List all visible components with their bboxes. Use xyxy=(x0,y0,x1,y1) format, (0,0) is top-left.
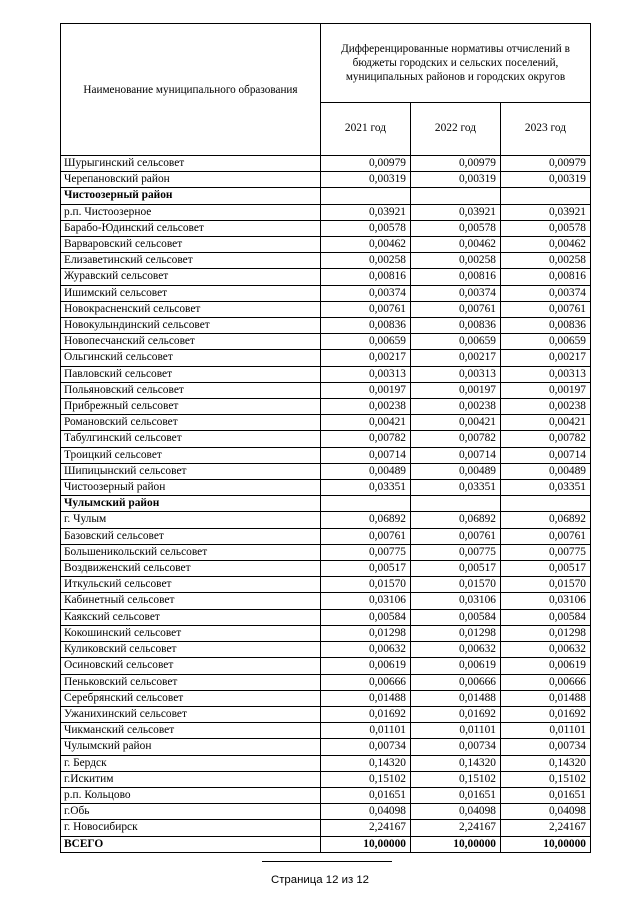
table-row xyxy=(61,480,591,496)
value-2021: 0,01570 xyxy=(321,577,411,593)
table-row xyxy=(61,561,591,577)
table-row xyxy=(61,577,591,593)
table-body xyxy=(61,156,591,853)
municipality-name: Прибрежный сельсовет xyxy=(61,399,321,415)
value-2023: 0,00258 xyxy=(501,253,591,269)
value-2021: 0,00319 xyxy=(321,172,411,188)
municipality-name: Шипицынский сельсовет xyxy=(61,463,321,479)
value-2021: 0,00816 xyxy=(321,269,411,285)
value-2022: 0,00197 xyxy=(411,382,501,398)
value-2022: 0,01692 xyxy=(411,706,501,722)
municipality-name: г. Чулым xyxy=(61,512,321,528)
value-2022: 0,14320 xyxy=(411,755,501,771)
value-2022: 10,00000 xyxy=(411,836,501,852)
section-row xyxy=(61,496,591,512)
value-2022: 0,00761 xyxy=(411,301,501,317)
value-2022: 0,00258 xyxy=(411,253,501,269)
value-2022: 0,00666 xyxy=(411,674,501,690)
table-row xyxy=(61,253,591,269)
value-2021: 0,00217 xyxy=(321,350,411,366)
value-2021 xyxy=(321,188,411,204)
municipality-name: Базовский сельсовет xyxy=(61,528,321,544)
value-2021: 0,00761 xyxy=(321,528,411,544)
value-2022: 0,06892 xyxy=(411,512,501,528)
value-2022: 0,00836 xyxy=(411,318,501,334)
municipality-name: Барабо-Юдинский сельсовет xyxy=(61,220,321,236)
value-2022: 0,00517 xyxy=(411,561,501,577)
municipality-name: Куликовский сельсовет xyxy=(61,642,321,658)
value-2021: 0,03921 xyxy=(321,204,411,220)
municipality-name: Иткульский сельсовет xyxy=(61,577,321,593)
municipality-name: Троицкий сельсовет xyxy=(61,447,321,463)
value-2023: 0,00782 xyxy=(501,431,591,447)
table-row xyxy=(61,366,591,382)
table-row xyxy=(61,787,591,803)
value-2022 xyxy=(411,496,501,512)
municipality-name: Новокулындинский сельсовет xyxy=(61,318,321,334)
municipality-name: Черепановский район xyxy=(61,172,321,188)
value-2023: 0,00816 xyxy=(501,269,591,285)
footer-divider xyxy=(262,861,392,862)
value-2023: 0,00217 xyxy=(501,350,591,366)
table-row xyxy=(61,431,591,447)
table-row xyxy=(61,285,591,301)
column-header-norms: Дифференцированные нормативы отчислений в бюджеты городских и сельских поселений, муниципальных районов и городских округов xyxy=(321,24,591,103)
column-header-year-2023: 2023 год xyxy=(501,103,591,156)
table-row xyxy=(61,172,591,188)
value-2023: 0,00714 xyxy=(501,447,591,463)
value-2023: 0,00489 xyxy=(501,463,591,479)
table-row xyxy=(61,463,591,479)
value-2021: 0,00619 xyxy=(321,658,411,674)
value-2021: 0,00197 xyxy=(321,382,411,398)
value-2021: 0,00666 xyxy=(321,674,411,690)
value-2022: 0,00714 xyxy=(411,447,501,463)
table-row xyxy=(61,447,591,463)
table-row xyxy=(61,528,591,544)
table-row xyxy=(61,382,591,398)
value-2023: 0,15102 xyxy=(501,771,591,787)
value-2023: 0,00761 xyxy=(501,528,591,544)
value-2023: 0,00584 xyxy=(501,609,591,625)
value-2022: 0,00619 xyxy=(411,658,501,674)
municipality-name: р.п. Чистоозерное xyxy=(61,204,321,220)
value-2021: 0,03351 xyxy=(321,480,411,496)
municipality-name: Большеникольский сельсовет xyxy=(61,544,321,560)
table-row xyxy=(61,512,591,528)
value-2021: 0,04098 xyxy=(321,804,411,820)
value-2023: 0,01298 xyxy=(501,625,591,641)
value-2023: 0,01651 xyxy=(501,787,591,803)
table-row xyxy=(61,399,591,415)
municipality-name: г. Новосибирск xyxy=(61,820,321,836)
table-header xyxy=(61,24,591,156)
norms-table xyxy=(60,23,591,853)
municipality-name: Ужанихинский сельсовет xyxy=(61,706,321,722)
value-2023: 0,00775 xyxy=(501,544,591,560)
municipality-name: Романовский сельсовет xyxy=(61,415,321,431)
value-2022: 0,00734 xyxy=(411,739,501,755)
value-2022: 0,00489 xyxy=(411,463,501,479)
municipality-name: Табулгинский сельсовет xyxy=(61,431,321,447)
municipality-name: Чистоозерный район xyxy=(61,480,321,496)
value-2023: 0,00659 xyxy=(501,334,591,350)
municipality-name: Каякский сельсовет xyxy=(61,609,321,625)
value-2021: 0,01298 xyxy=(321,625,411,641)
table-row xyxy=(61,642,591,658)
value-2023: 0,00421 xyxy=(501,415,591,431)
total-row xyxy=(61,836,591,852)
value-2021: 0,00421 xyxy=(321,415,411,431)
value-2022: 0,00421 xyxy=(411,415,501,431)
value-2021: 0,00714 xyxy=(321,447,411,463)
municipality-name: Варваровский сельсовет xyxy=(61,237,321,253)
value-2023: 0,00836 xyxy=(501,318,591,334)
section-row xyxy=(61,188,591,204)
table-row xyxy=(61,706,591,722)
value-2022: 0,00374 xyxy=(411,285,501,301)
value-2021: 0,06892 xyxy=(321,512,411,528)
value-2023: 0,00632 xyxy=(501,642,591,658)
value-2023: 0,00462 xyxy=(501,237,591,253)
value-2022: 0,03921 xyxy=(411,204,501,220)
value-2021 xyxy=(321,496,411,512)
value-2022: 0,04098 xyxy=(411,804,501,820)
column-header-year-2021: 2021 год xyxy=(321,103,411,156)
municipality-name: Серебрянский сельсовет xyxy=(61,690,321,706)
municipality-name: Чикманский сельсовет xyxy=(61,723,321,739)
value-2022: 0,00782 xyxy=(411,431,501,447)
value-2022: 0,15102 xyxy=(411,771,501,787)
value-2023: 0,01692 xyxy=(501,706,591,722)
municipality-name: Воздвиженский сельсовет xyxy=(61,561,321,577)
value-2023: 0,00517 xyxy=(501,561,591,577)
table-row xyxy=(61,156,591,172)
value-2022: 0,01298 xyxy=(411,625,501,641)
table-row xyxy=(61,820,591,836)
value-2023: 0,00979 xyxy=(501,156,591,172)
value-2021: 2,24167 xyxy=(321,820,411,836)
value-2023 xyxy=(501,188,591,204)
table-row xyxy=(61,771,591,787)
value-2022: 0,01651 xyxy=(411,787,501,803)
value-2022: 0,00659 xyxy=(411,334,501,350)
municipality-name: Кокошинский сельсовет xyxy=(61,625,321,641)
table-row xyxy=(61,220,591,236)
value-2023: 0,14320 xyxy=(501,755,591,771)
table-row xyxy=(61,415,591,431)
document-page xyxy=(60,23,590,853)
municipality-name: Кабинетный сельсовет xyxy=(61,593,321,609)
table-row xyxy=(61,237,591,253)
municipality-name: Елизаветинский сельсовет xyxy=(61,253,321,269)
value-2021: 0,03106 xyxy=(321,593,411,609)
value-2021: 0,14320 xyxy=(321,755,411,771)
value-2021: 0,00979 xyxy=(321,156,411,172)
municipality-name: ВСЕГО xyxy=(61,836,321,852)
municipality-name: р.п. Кольцово xyxy=(61,787,321,803)
municipality-name: Чулымский район xyxy=(61,739,321,755)
value-2023: 0,00374 xyxy=(501,285,591,301)
value-2023: 0,00197 xyxy=(501,382,591,398)
value-2021: 0,01101 xyxy=(321,723,411,739)
value-2023: 0,03921 xyxy=(501,204,591,220)
value-2021: 0,00584 xyxy=(321,609,411,625)
municipality-name: Чистоозерный район xyxy=(61,188,321,204)
value-2021: 0,00313 xyxy=(321,366,411,382)
table-row xyxy=(61,350,591,366)
value-2023: 2,24167 xyxy=(501,820,591,836)
value-2023: 0,03351 xyxy=(501,480,591,496)
value-2022: 0,00462 xyxy=(411,237,501,253)
value-2021: 0,00734 xyxy=(321,739,411,755)
value-2023: 0,03106 xyxy=(501,593,591,609)
value-2023: 0,00578 xyxy=(501,220,591,236)
municipality-name: г.Искитим xyxy=(61,771,321,787)
value-2023: 0,01570 xyxy=(501,577,591,593)
page-number: Страница 12 из 12 xyxy=(270,874,370,886)
value-2022: 0,00238 xyxy=(411,399,501,415)
value-2022: 0,00584 xyxy=(411,609,501,625)
municipality-name: Павловский сельсовет xyxy=(61,366,321,382)
value-2023: 0,00313 xyxy=(501,366,591,382)
value-2022: 0,00816 xyxy=(411,269,501,285)
municipality-name: г.Обь xyxy=(61,804,321,820)
table-row xyxy=(61,269,591,285)
table-row xyxy=(61,609,591,625)
value-2021: 0,00462 xyxy=(321,237,411,253)
table-row xyxy=(61,739,591,755)
value-2021: 0,00659 xyxy=(321,334,411,350)
table-row xyxy=(61,674,591,690)
table-row xyxy=(61,301,591,317)
value-2021: 0,00775 xyxy=(321,544,411,560)
value-2022: 0,00775 xyxy=(411,544,501,560)
column-header-name: Наименование муниципального образования xyxy=(61,24,321,156)
value-2022: 0,00761 xyxy=(411,528,501,544)
table-row xyxy=(61,625,591,641)
municipality-name: Новопесчанский сельсовет xyxy=(61,334,321,350)
value-2022: 0,00632 xyxy=(411,642,501,658)
value-2022: 0,00979 xyxy=(411,156,501,172)
value-2021: 0,00238 xyxy=(321,399,411,415)
column-header-year-2022: 2022 год xyxy=(411,103,501,156)
value-2022: 0,00578 xyxy=(411,220,501,236)
value-2023: 0,00319 xyxy=(501,172,591,188)
municipality-name: Чулымский район xyxy=(61,496,321,512)
value-2023: 0,00734 xyxy=(501,739,591,755)
value-2023: 0,04098 xyxy=(501,804,591,820)
value-2023: 10,00000 xyxy=(501,836,591,852)
value-2023: 0,00761 xyxy=(501,301,591,317)
value-2021: 0,01692 xyxy=(321,706,411,722)
table-row xyxy=(61,755,591,771)
value-2021: 0,15102 xyxy=(321,771,411,787)
value-2021: 0,00632 xyxy=(321,642,411,658)
table-row xyxy=(61,804,591,820)
municipality-name: г. Бердск xyxy=(61,755,321,771)
table-row xyxy=(61,334,591,350)
value-2021: 0,01488 xyxy=(321,690,411,706)
value-2022: 0,00319 xyxy=(411,172,501,188)
value-2023: 0,01488 xyxy=(501,690,591,706)
value-2021: 10,00000 xyxy=(321,836,411,852)
municipality-name: Журавский сельсовет xyxy=(61,269,321,285)
value-2023 xyxy=(501,496,591,512)
value-2022: 0,01570 xyxy=(411,577,501,593)
value-2021: 0,00517 xyxy=(321,561,411,577)
value-2023: 0,00619 xyxy=(501,658,591,674)
table-row xyxy=(61,723,591,739)
municipality-name: Шурыгинский сельсовет xyxy=(61,156,321,172)
table-row xyxy=(61,318,591,334)
municipality-name: Ольгинский сельсовет xyxy=(61,350,321,366)
value-2021: 0,00258 xyxy=(321,253,411,269)
value-2022 xyxy=(411,188,501,204)
value-2022: 2,24167 xyxy=(411,820,501,836)
value-2022: 0,01101 xyxy=(411,723,501,739)
value-2021: 0,00782 xyxy=(321,431,411,447)
municipality-name: Пеньковский сельсовет xyxy=(61,674,321,690)
value-2021: 0,00489 xyxy=(321,463,411,479)
municipality-name: Ишимский сельсовет xyxy=(61,285,321,301)
value-2021: 0,00578 xyxy=(321,220,411,236)
value-2023: 0,01101 xyxy=(501,723,591,739)
municipality-name: Польяновский сельсовет xyxy=(61,382,321,398)
value-2023: 0,00666 xyxy=(501,674,591,690)
table-row xyxy=(61,544,591,560)
table-row xyxy=(61,690,591,706)
value-2021: 0,00761 xyxy=(321,301,411,317)
value-2022: 0,03106 xyxy=(411,593,501,609)
municipality-name: Осиновский сельсовет xyxy=(61,658,321,674)
value-2022: 0,01488 xyxy=(411,690,501,706)
value-2021: 0,00374 xyxy=(321,285,411,301)
value-2022: 0,00313 xyxy=(411,366,501,382)
table-row xyxy=(61,204,591,220)
value-2021: 0,00836 xyxy=(321,318,411,334)
table-row xyxy=(61,593,591,609)
municipality-name: Новокрасненский сельсовет xyxy=(61,301,321,317)
table-row xyxy=(61,658,591,674)
value-2022: 0,03351 xyxy=(411,480,501,496)
value-2022: 0,00217 xyxy=(411,350,501,366)
value-2023: 0,00238 xyxy=(501,399,591,415)
value-2021: 0,01651 xyxy=(321,787,411,803)
value-2023: 0,06892 xyxy=(501,512,591,528)
